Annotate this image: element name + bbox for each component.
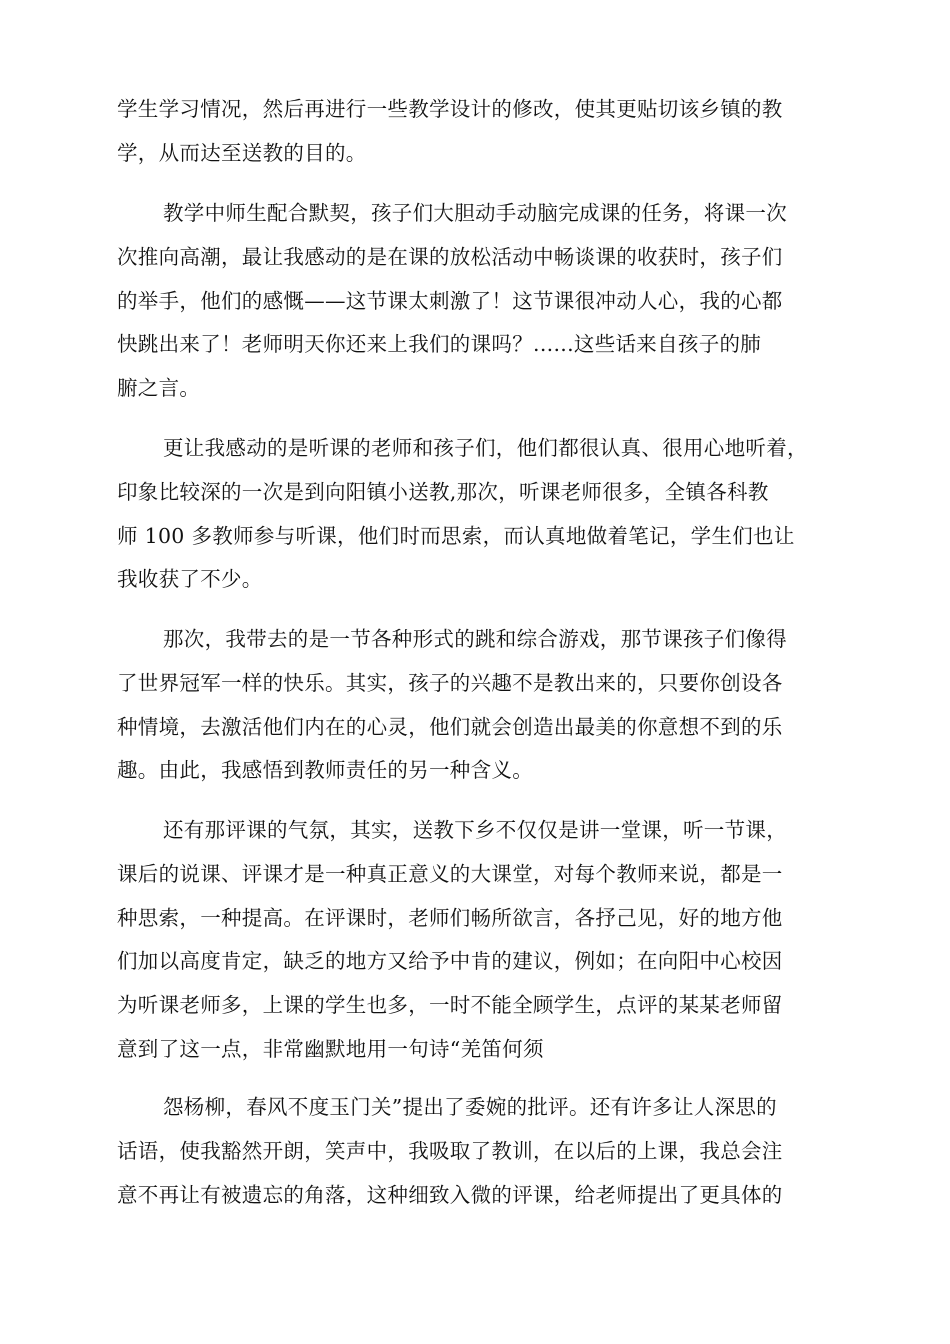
text-line: 趣。由此，我感悟到教师责任的另一种含义。 (117, 758, 533, 783)
paragraph-6 (117, 1086, 837, 1217)
text-line: 快跳出来了！老师明天你还来上我们的课吗？......这些话来自孩子的肺 (117, 332, 762, 357)
text-line: 种思索，一种提高。在评课时，老师们畅所欲言，各抒己见，好的地方他 (117, 905, 783, 930)
text-line: 的举手，他们的感慨——这节课太刺激了！这节课很冲动人心，我的心都 (117, 288, 783, 313)
text-line: 话语，使我豁然开朗，笑声中，我吸取了教训，在以后的上课，我总会注 (117, 1138, 783, 1163)
text-line: 学生学习情况，然后再进行一些教学设计的修改，使其更贴切该乡镇的教 (117, 97, 783, 121)
paragraph-3 (117, 427, 837, 602)
text-line: 还有那评课的气氛，其实，送教下乡不仅仅是讲一堂课，听一节课， (163, 818, 787, 842)
paragraph-4 (117, 618, 837, 793)
text-line: 更让我感动的是听课的老师和孩子们，他们都很认真、很用心地听着， (163, 436, 808, 460)
text-line: 次推向高潮，最让我感动的是在课的放松活动中畅谈课的收获时，孩子们 (117, 244, 783, 269)
text-line: 为听课老师多，上课的学生也多，一时不能全顾学生，点评的某某老师留 (117, 993, 783, 1018)
text-line: 意到了这一点，非常幽默地用一句诗“羌笛何须 (117, 1036, 544, 1061)
text-line: 印象比较深的一次是到向阳镇小送教,那次，听课老师很多，全镇各科教 (117, 479, 769, 504)
text-line: 课后的说课、评课才是一种真正意义的大课堂，对每个教师来说，都是一 (117, 861, 783, 886)
text-line: 腑之言。 (117, 376, 201, 401)
text-line: 教学中师生配合默契，孩子们大胆动手动脑完成课的任务，将课一次 (163, 201, 787, 225)
text-line: 那次，我带去的是一节各种形式的跳和综合游戏，那节课孩子们像得 (163, 627, 787, 651)
paragraph-1 (117, 88, 837, 176)
text-line: 我收获了不少。 (117, 567, 263, 592)
text-line: 怨杨柳，春风不度玉门关”提出了委婉的批评。还有许多让人深思的 (163, 1095, 777, 1119)
text-line: 种情境，去激活他们内在的心灵，他们就会创造出最美的你意想不到的乐 (117, 714, 783, 739)
text-line: 意不再让有被遗忘的角落，这种细致入微的评课，给老师提出了更具体的 (117, 1182, 783, 1207)
paragraph-2 (117, 192, 837, 411)
paragraph-5 (117, 809, 837, 1072)
text-line: 师 100 多教师参与听课，他们时而思索，而认真地做着笔记，学生们也让 (117, 523, 795, 548)
text-line: 们加以高度肯定，缺乏的地方又给予中肯的建议，例如；在向阳中心校因 (117, 949, 783, 974)
text-line: 了世界冠军一样的快乐。其实，孩子的兴趣不是教出来的，只要你创设各 (117, 670, 783, 695)
text-line: 学，从而达至送教的目的。 (117, 140, 367, 165)
